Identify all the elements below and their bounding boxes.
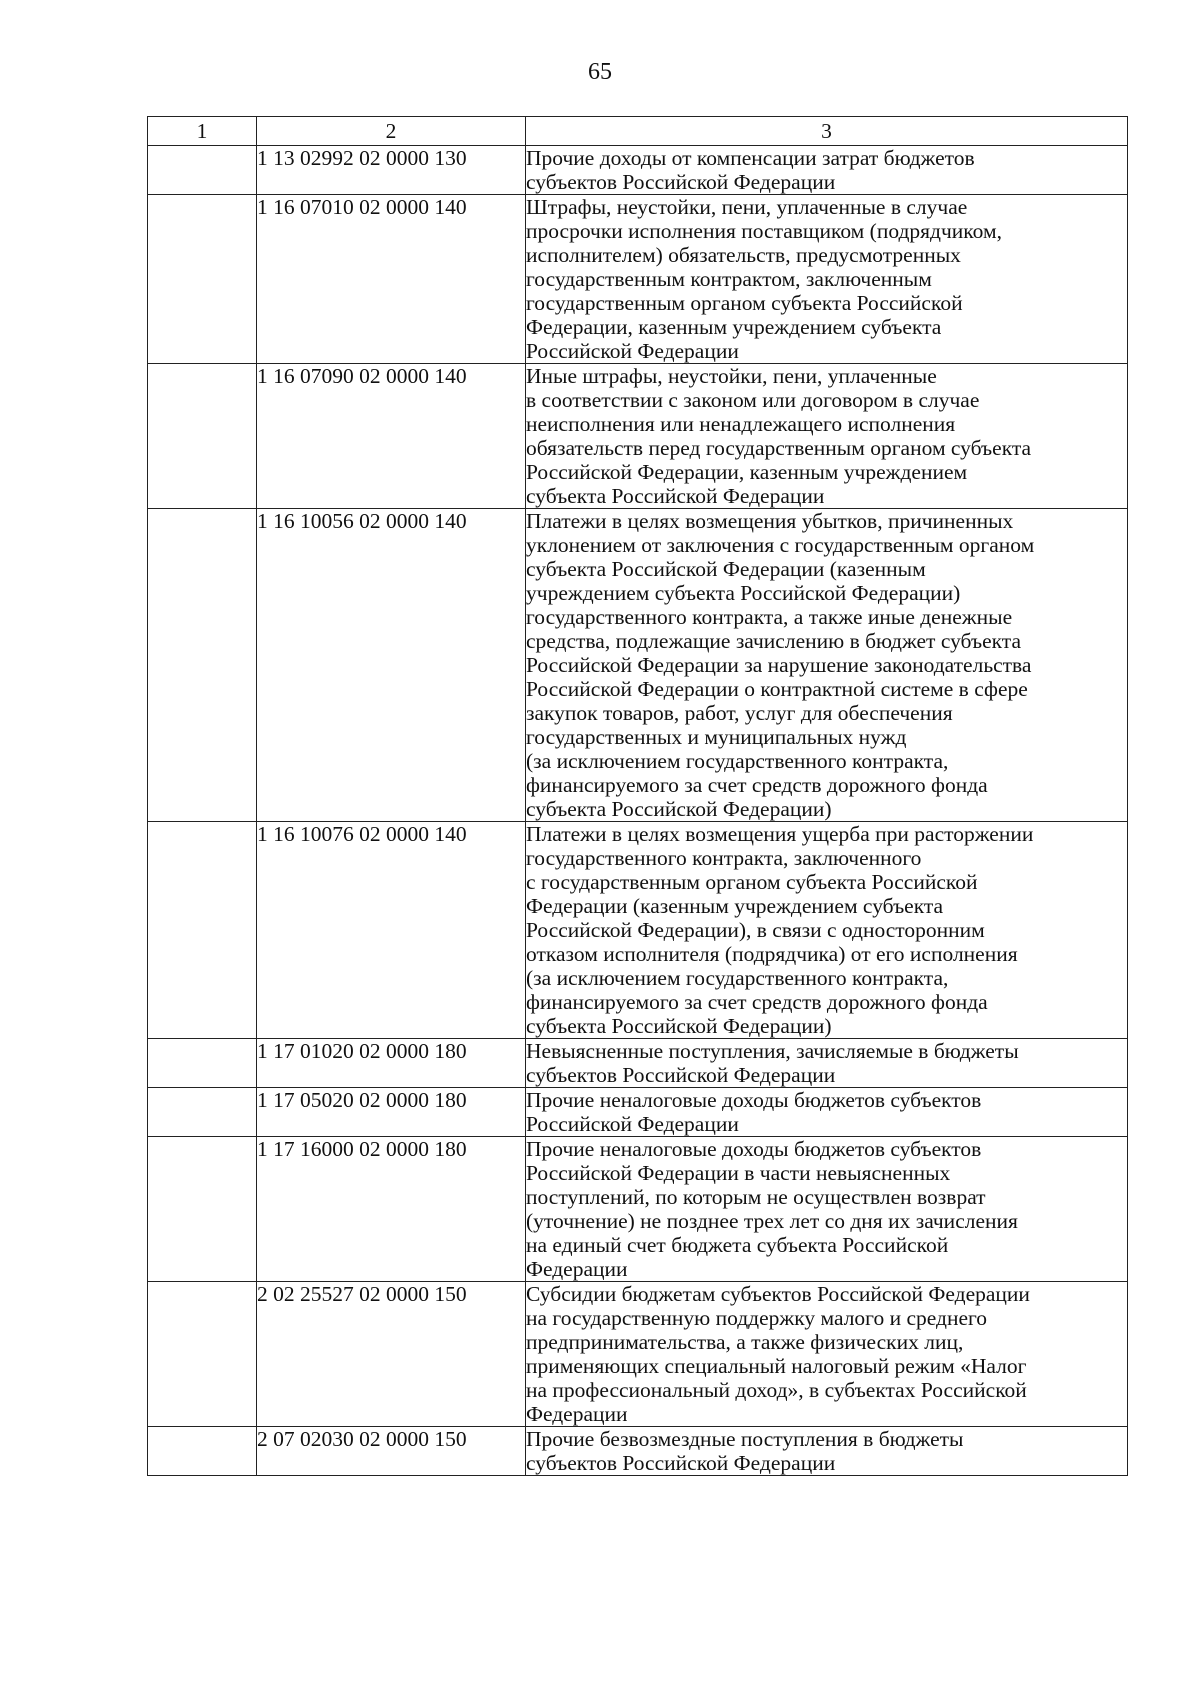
- income-description-cell: Штрафы, неустойки, пени, уплаченные в случае просрочки исполнения поставщиком (подрядчиком, исполнителем) обязательств, предусмотренных государственным контрактом, заключенным государственным органом субъекта Российской Федерации, казенным учреждением субъекта Российской Федерации: [526, 195, 1128, 364]
- table-row: [148, 1137, 1128, 1282]
- row-number-cell: [148, 509, 257, 822]
- income-description-cell: Платежи в целях возмещения убытков, причиненных уклонением от заключения с государственным органом субъекта Российской Федерации (казенным учреждением субъекта Российской Федерации) государственного контракта, а также иные денежные средства, подлежащие зачислению в бюджет субъекта Российской Федерации за нарушение законодательства Российской Федерации о контрактной системе в сфере закупок товаров, работ, услуг для обеспечения государственных и муниципальных нужд (за исключением государственного контракта, финансируемого за счет средств дорожного фонда субъекта Российской Федерации): [526, 509, 1128, 822]
- table-row: [148, 1282, 1128, 1427]
- income-code-cell: 1 17 01020 02 0000 180: [257, 1039, 526, 1088]
- column-header-3: 3: [526, 117, 1128, 146]
- page-number: 65: [588, 59, 612, 85]
- row-number-cell: [148, 1088, 257, 1137]
- income-code-cell: 1 13 02992 02 0000 130: [257, 146, 526, 195]
- row-number-cell: [148, 1282, 257, 1427]
- income-description-cell: Прочие доходы от компенсации затрат бюджетов субъектов Российской Федерации: [526, 146, 1128, 195]
- table-row: [148, 364, 1128, 509]
- income-description-cell: Субсидии бюджетам субъектов Российской Федерации на государственную поддержку малого и среднего предпринимательства, а также физических лиц, применяющих специальный налоговый режим «Налог на профессиональный доход», в субъектах Российской Федерации: [526, 1282, 1128, 1427]
- column-header-1: 1: [148, 117, 257, 146]
- income-code-cell: 1 16 07010 02 0000 140: [257, 195, 526, 364]
- income-code-cell: 2 02 25527 02 0000 150: [257, 1282, 526, 1427]
- income-description-cell: Невыясненные поступления, зачисляемые в бюджеты субъектов Российской Федерации: [526, 1039, 1128, 1088]
- table-row: [148, 195, 1128, 364]
- row-number-cell: [148, 822, 257, 1039]
- income-code-cell: 1 16 07090 02 0000 140: [257, 364, 526, 509]
- table-row: [148, 146, 1128, 195]
- income-description-cell: Прочие неналоговые доходы бюджетов субъектов Российской Федерации: [526, 1088, 1128, 1137]
- table-header: [148, 117, 1128, 146]
- table-row: [148, 1427, 1128, 1476]
- header-row: [148, 117, 1128, 146]
- table-row: [148, 822, 1128, 1039]
- income-description-cell: Прочие безвозмездные поступления в бюджеты субъектов Российской Федерации: [526, 1427, 1128, 1476]
- row-number-cell: [148, 1427, 257, 1476]
- income-description-cell: Иные штрафы, неустойки, пени, уплаченные в соответствии с законом или договором в случае неисполнения или ненадлежащего исполнения обязательств перед государственным органом субъекта Российской Федерации, казенным учреждением субъекта Российской Федерации: [526, 364, 1128, 509]
- row-number-cell: [148, 1039, 257, 1088]
- row-number-cell: [148, 146, 257, 195]
- income-description-cell: Платежи в целях возмещения ущерба при расторжении государственного контракта, заключенного с государственным органом субъекта Российской Федерации (казенным учреждением субъекта Российской Федерации), в связи с односторонним отказом исполнителя (подрядчика) от его исполнения (за исключением государственного контракта, финансируемого за счет средств дорожного фонда субъекта Российской Федерации): [526, 822, 1128, 1039]
- row-number-cell: [148, 364, 257, 509]
- row-number-cell: [148, 195, 257, 364]
- table-row: [148, 509, 1128, 822]
- table-row: [148, 1088, 1128, 1137]
- table-row: [148, 1039, 1128, 1088]
- row-number-cell: [148, 1137, 257, 1282]
- income-code-cell: 2 07 02030 02 0000 150: [257, 1427, 526, 1476]
- column-header-2: 2: [257, 117, 526, 146]
- income-code-cell: 1 17 16000 02 0000 180: [257, 1137, 526, 1282]
- income-code-cell: 1 16 10076 02 0000 140: [257, 822, 526, 1039]
- budget-classification-table: [147, 116, 1128, 1476]
- income-code-cell: 1 16 10056 02 0000 140: [257, 509, 526, 822]
- income-code-cell: 1 17 05020 02 0000 180: [257, 1088, 526, 1137]
- income-description-cell: Прочие неналоговые доходы бюджетов субъектов Российской Федерации в части невыясненных поступлений, по которым не осуществлен возврат (уточнение) не позднее трех лет со дня их зачисления на единый счет бюджета субъекта Российской Федерации: [526, 1137, 1128, 1282]
- table-body: [148, 146, 1128, 1476]
